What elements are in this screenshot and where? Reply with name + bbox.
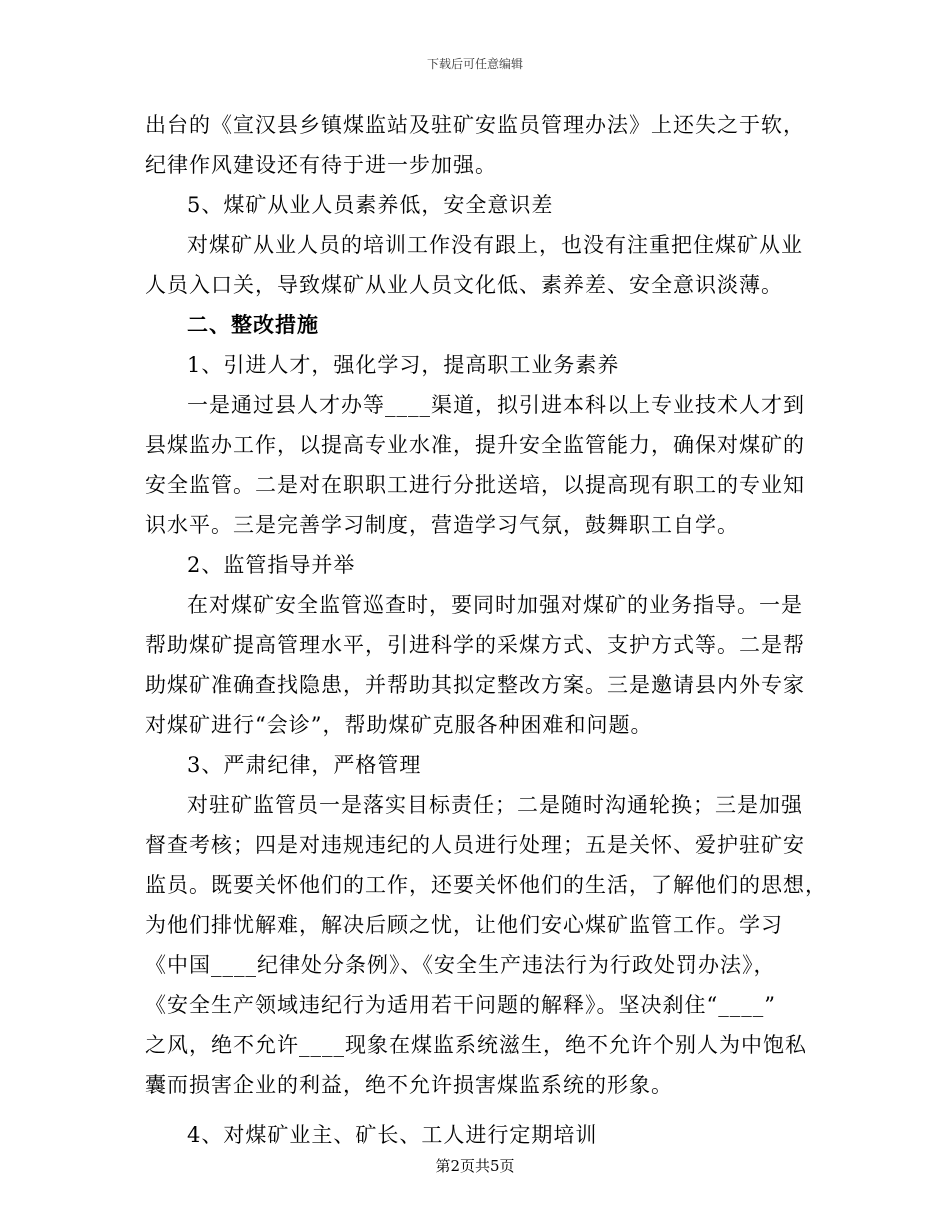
page-header: 下载后可任意编辑 <box>426 57 523 71</box>
text-line: 识水平。三是完善学习制度，营造学习气氛，鼓舞职工自学。 <box>145 513 739 537</box>
section-heading: 二、整改措施 <box>187 312 319 337</box>
text-line: 《安全生产领域违纪行为适用若干问题的解释》。坚决刹住“____” <box>145 993 776 1017</box>
page-footer: 第2页共5页 <box>435 1157 515 1175</box>
text-line: 人员入口关，导致煤矿从业人员文化低、素养差、安全意识淡薄。 <box>145 273 783 297</box>
text-line: 为他们排忧解难，解决后顾之忧，让他们安心煤矿监管工作。学习 <box>145 913 783 937</box>
subheading: 3、严肃纪律，严格管理 <box>187 753 422 777</box>
subheading: 5、煤矿从业人员素养低，安全意识差 <box>187 193 554 217</box>
text-line: 一是通过县人才办等____渠道，拟引进本科以上专业技术人才到 <box>187 393 805 417</box>
text-line: 帮助煤矿提高管理水平，引进科学的采煤方式、支护方式等。二是帮 <box>145 633 805 657</box>
text-line: 之风，绝不允许____现象在煤监系统滋生，绝不允许个别人为中饱私 <box>145 1033 807 1057</box>
text-line: 在对煤矿安全监管巡查时，要同时加强对煤矿的业务指导。一是 <box>187 593 803 617</box>
subheading: 4、对煤矿业主、矿长、工人进行定期培训 <box>187 1123 598 1147</box>
text-line: 《中国____纪律处分条例》、《安全生产违法行为行政处罚办法》， <box>145 953 776 977</box>
subheading: 1、引进人才，强化学习，提高职工业务素养 <box>187 353 620 377</box>
text-line: 督查考核；四是对违规违纪的人员进行处理；五是关怀、爱护驻矿安 <box>145 833 805 857</box>
text-line: 助煤矿准确查找隐患，并帮助其拟定整改方案。三是邀请县内外专家 <box>145 673 805 697</box>
text-line: 对煤矿从业人员的培训工作没有跟上，也没有注重把住煤矿从业 <box>187 233 803 257</box>
text-line: 县煤监办工作，以提高专业水准，提升安全监管能力，确保对煤矿的 <box>145 433 805 457</box>
text-line: 囊而损害企业的利益，绝不允许损害煤监系统的形象。 <box>145 1073 673 1097</box>
text-line: 监员。既要关怀他们的工作，还要关怀他们的生活，了解他们的思想， <box>145 873 827 897</box>
text-line: 对驻矿监管员一是落实目标责任；二是随时沟通轮换；三是加强 <box>187 793 803 817</box>
text-line: 安全监管。二是对在职职工进行分批送培，以提高现有职工的专业知 <box>145 473 805 497</box>
subheading: 2、监管指导并举 <box>187 553 356 577</box>
document-body <box>145 105 827 1155</box>
paragraph-gap <box>145 1105 805 1115</box>
text-line: 纪律作风建设还有待于进一步加强。 <box>145 153 497 177</box>
text-line: 对煤矿进行“会诊”，帮助煤矿克服各种困难和问题。 <box>145 713 653 737</box>
text-line: 出台的《宣汉县乡镇煤监站及驻矿安监员管理办法》上还失之于软， <box>145 113 805 137</box>
